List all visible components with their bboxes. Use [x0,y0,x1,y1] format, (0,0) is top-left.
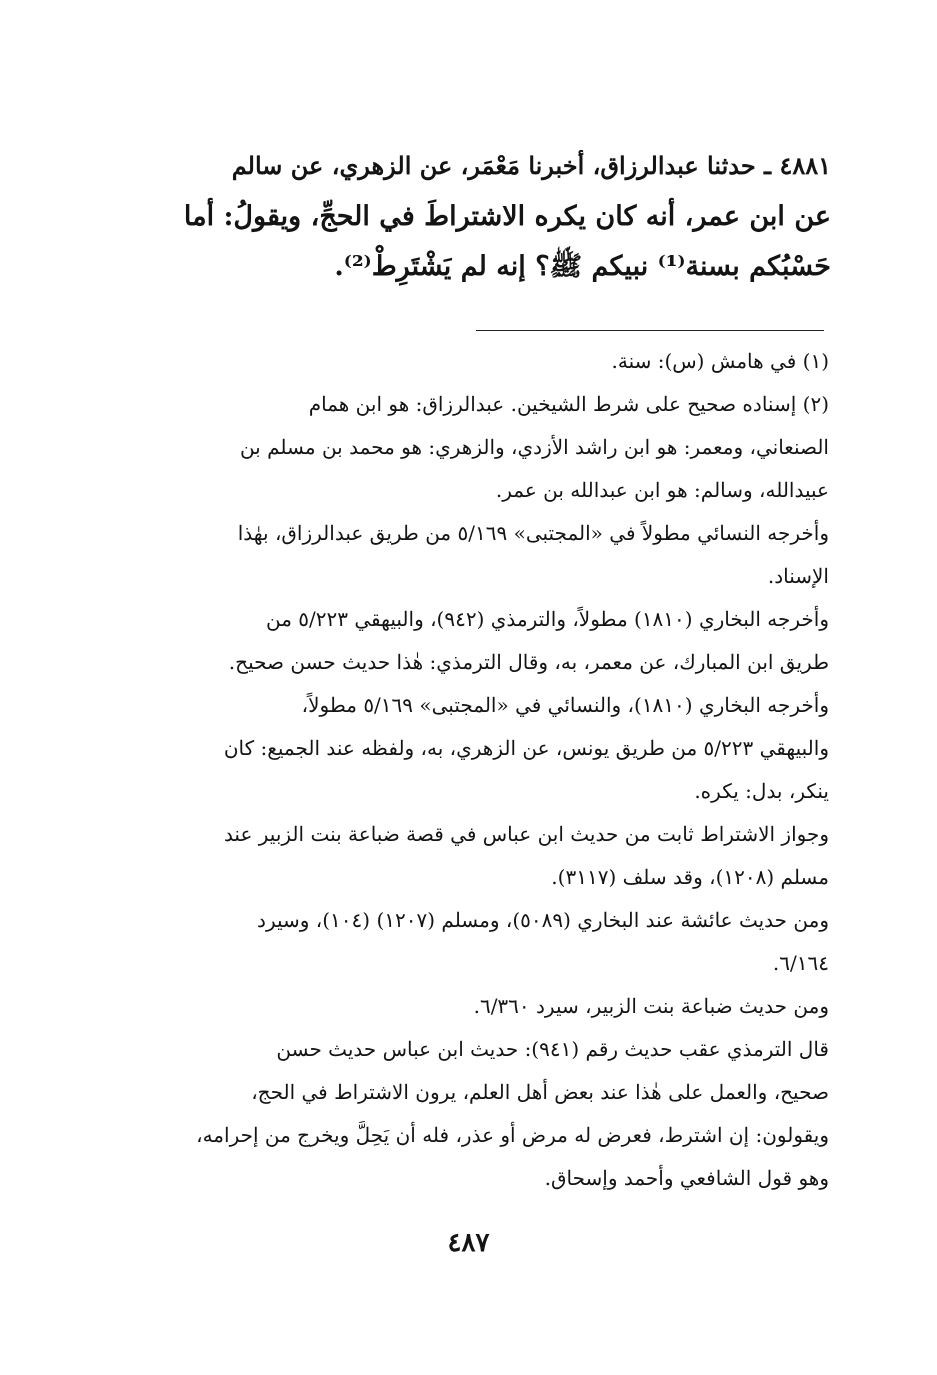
footnote-line: وأخرجه البخاري (١٨١٠) مطولاً، والترمذي (٩٤٢)، والبيهقي ٥/٢٢٣ من [265,607,829,631]
footnote-line: وأخرجه النسائي مطولاً في «المجتبى» ٥/١٦٩ من طريق عبدالرزاق، بهٰذا [237,521,829,545]
footnote-line: الصنعاني، ومعمر: هو ابن راشد الأزدي، والزهري: هو محمد بن مسلم بن [239,435,829,459]
footnote-line: وجواز الاشتراط ثابت من حديث ابن عباس في قصة ضباعة بنت الزبير عند [223,822,829,846]
footnote-line: الإسناد. [767,564,829,588]
footnote-line: قال الترمذي عقب حديث رقم (٩٤١): حديث ابن عباس حديث حسن [276,1037,829,1061]
footnote-paragraph [130,899,829,985]
page-number: ٤٨٧ [447,1228,490,1258]
footnote-line: وهو قول الشافعي وأحمد وإسحاق. [544,1166,829,1190]
footnote-paragraph [130,512,829,598]
footnote-line: صحيح، والعمل على هٰذا عند بعض أهل العلم، يرون الاشتراط في الحج، [251,1080,829,1104]
footnote-line: ومن حديث عائشة عند البخاري (٥٠٨٩)، ومسلم (١٢٠٧) (١٠٤)، وسيرد [257,908,829,932]
footnote-line: ٦/١٦٤. [772,951,829,975]
footnote-paragraph [130,598,829,684]
footnote-line: مسلم (١٢٠٨)، وقد سلف (٣١١٧). [551,865,829,889]
hadith-line: حَسْبُكم بسنة⁽¹⁾ نبيكم ﷺ؟ إنه لم يَشْتَرِطْ⁽²⁾. [334,251,831,282]
footnote-paragraph [130,985,829,1028]
footnote-line: (٢) إسناده صحيح على شرط الشيخين. عبدالرزاق: هو ابن همام [308,392,829,416]
footnotes [130,340,829,1200]
footnote-paragraph [130,684,829,813]
footnote-line: ينكر، بدل: يكره. [694,779,829,803]
footnote-paragraph [130,383,829,512]
footnote-line: والبيهقي ٥/٢٢٣ من طريق يونس، عن الزهري، به، ولفظه عند الجميع: كان [223,736,829,760]
footnote-line: طريق ابن المبارك، عن معمر، به، وقال الترمذي: هٰذا حديث حسن صحيح. [228,650,829,674]
footnote-line: وأخرجه البخاري (١٨١٠)، والنسائي في «المجتبى» ٥/١٦٩ مطولاً، [301,693,829,717]
footnote-line: (١) في هامش (س): سنة. [611,349,829,373]
hadith-text [112,150,831,292]
footnote-paragraph [130,813,829,899]
footnote-paragraph [130,340,829,383]
footnote-line: ويقولون: إن اشترط، فعرض له مرض أو عذر، فله أن يَحِلَّ ويخرج من إحرامه، [196,1123,829,1147]
hadith-line: عن ابن عمر، أنه كان يكره الاشتراطَ في الحجِّ، ويقولُ: أما [183,201,831,232]
footnote-paragraph [130,1028,829,1200]
footnote-line: ومن حديث ضباعة بنت الزبير، سيرد ٦/٣٦٠. [473,994,829,1018]
footnote-line: عبيدالله، وسالم: هو ابن عبدالله بن عمر. [495,478,829,502]
hadith-line: ٤٨٨١ ـ حدثنا عبدالرزاق، أخبرنا مَعْمَر، عن الزهري، عن سالم [231,151,831,180]
footnote-separator [476,330,824,331]
